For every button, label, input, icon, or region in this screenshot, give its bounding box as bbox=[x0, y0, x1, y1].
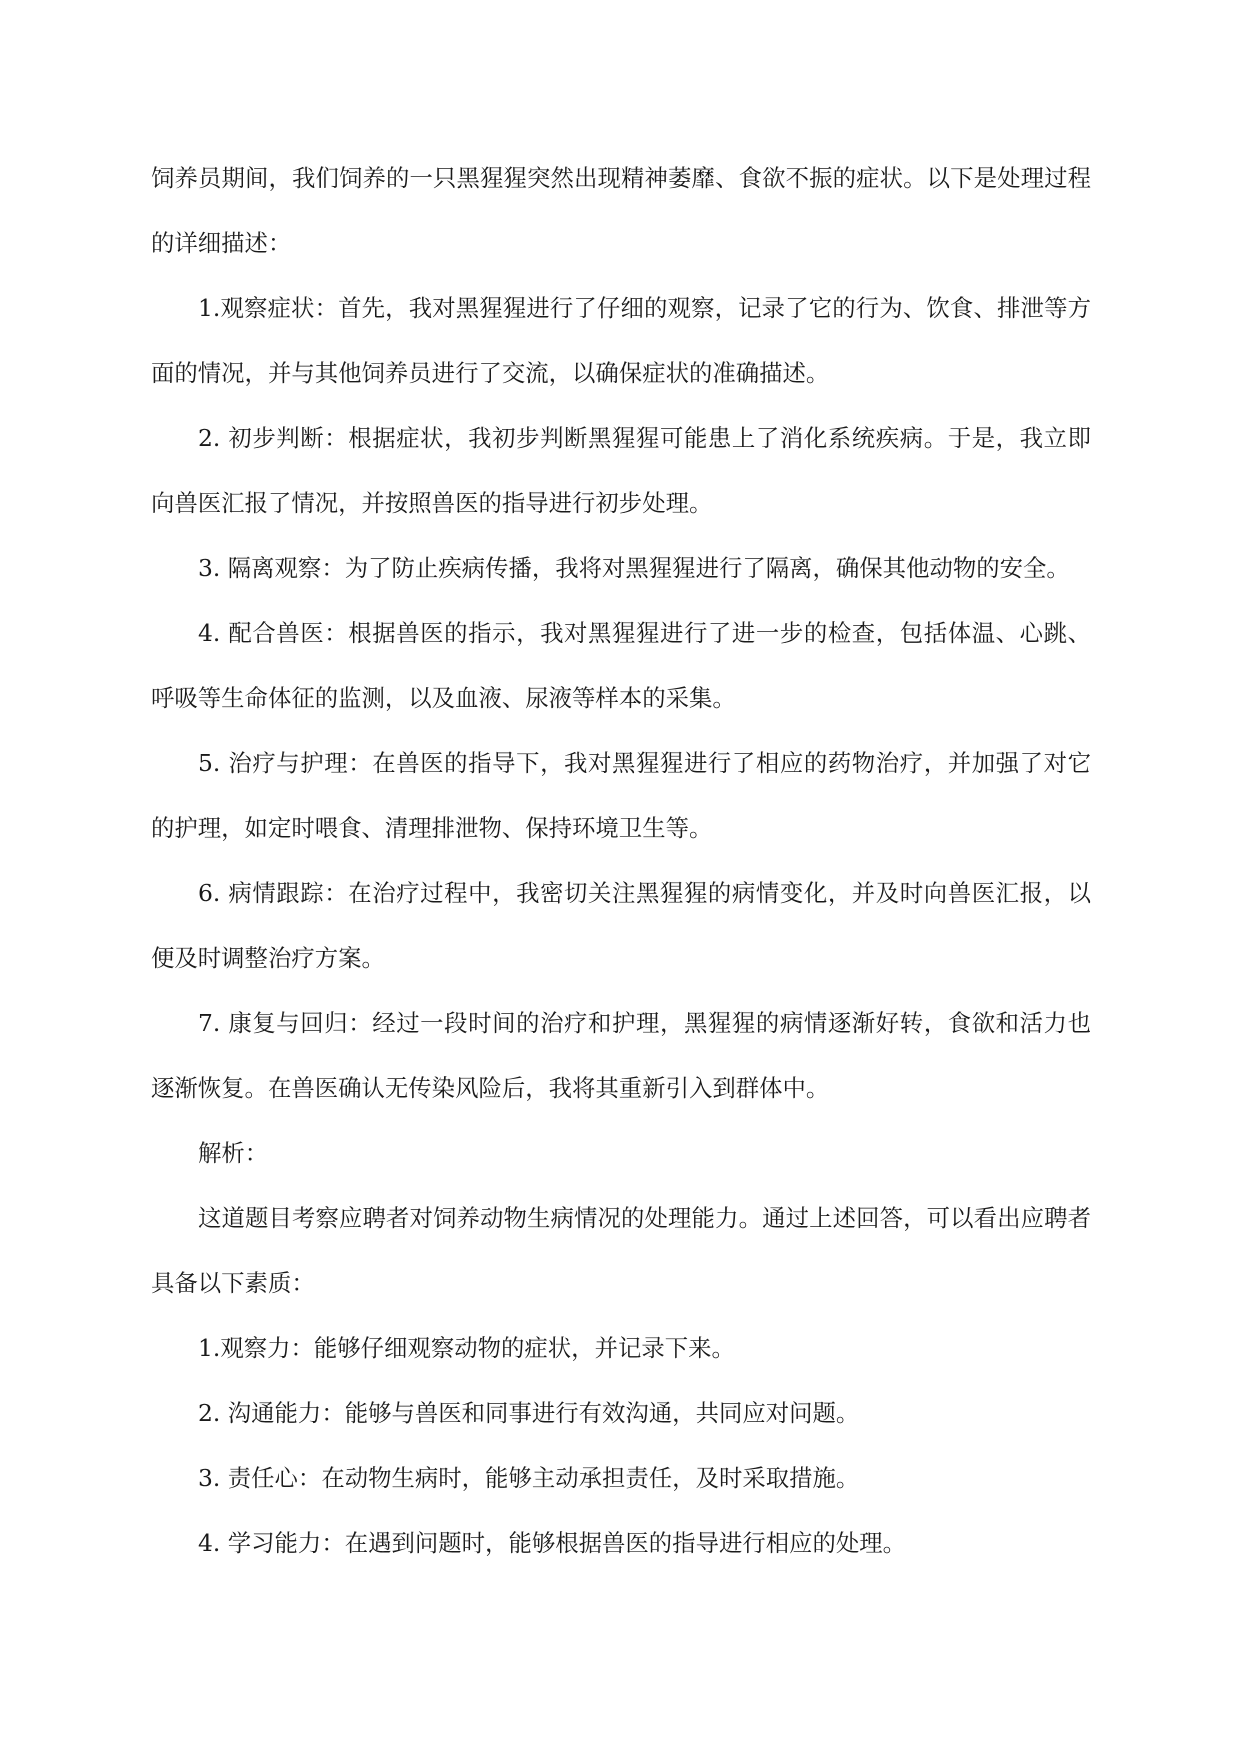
paragraph-intro: 饲养员期间，我们饲养的一只黑猩猩突然出现精神萎靡、食欲不振的症状。以下是处理过程的详细描述： bbox=[151, 164, 1091, 257]
quality-item-1: 1.观察力：能够仔细观察动物的症状，并记录下来。 bbox=[198, 1334, 735, 1362]
paragraph-step-3: 3. 隔离观察：为了防止疾病传播，我将对黑猩猩进行了隔离，确保其他动物的安全。 bbox=[198, 554, 1070, 582]
paragraph-step-1: 1.观察症状：首先，我对黑猩猩进行了仔细的观察，记录了它的行为、饮食、排泄等方面的情况，并与其他饲养员进行了交流，以确保症状的准确描述。 bbox=[151, 294, 1091, 387]
paragraph-step-6: 6. 病情跟踪：在治疗过程中，我密切关注黑猩猩的病情变化，并及时向兽医汇报，以便及时调整治疗方案。 bbox=[151, 879, 1091, 972]
quality-item-3: 3. 责任心：在动物生病时，能够主动承担责任，及时采取措施。 bbox=[198, 1464, 860, 1492]
paragraph-step-5: 5. 治疗与护理：在兽医的指导下，我对黑猩猩进行了相应的药物治疗，并加强了对它的护理，如定时喂食、清理排泄物、保持环境卫生等。 bbox=[151, 749, 1091, 842]
analysis-heading: 解析： bbox=[198, 1139, 269, 1167]
quality-item-2: 2. 沟通能力：能够与兽医和同事进行有效沟通，共同应对问题。 bbox=[198, 1399, 860, 1427]
paragraph-step-2: 2. 初步判断：根据症状，我初步判断黑猩猩可能患上了消化系统疾病。于是，我立即向兽医汇报了情况，并按照兽医的指导进行初步处理。 bbox=[151, 424, 1091, 517]
analysis-intro: 这道题目考察应聘者对饲养动物生病情况的处理能力。通过上述回答，可以看出应聘者具备以下素质： bbox=[151, 1204, 1091, 1297]
paragraph-step-7: 7. 康复与回归：经过一段时间的治疗和护理，黑猩猩的病情逐渐好转，食欲和活力也逐渐恢复。在兽医确认无传染风险后，我将其重新引入到群体中。 bbox=[151, 1009, 1091, 1102]
quality-item-4: 4. 学习能力：在遇到问题时，能够根据兽医的指导进行相应的处理。 bbox=[198, 1529, 907, 1557]
paragraph-step-4: 4. 配合兽医：根据兽医的指示，我对黑猩猩进行了进一步的检查，包括体温、心跳、呼吸等生命体征的监测，以及血液、尿液等样本的采集。 bbox=[151, 619, 1091, 712]
document-body bbox=[151, 146, 1091, 1576]
